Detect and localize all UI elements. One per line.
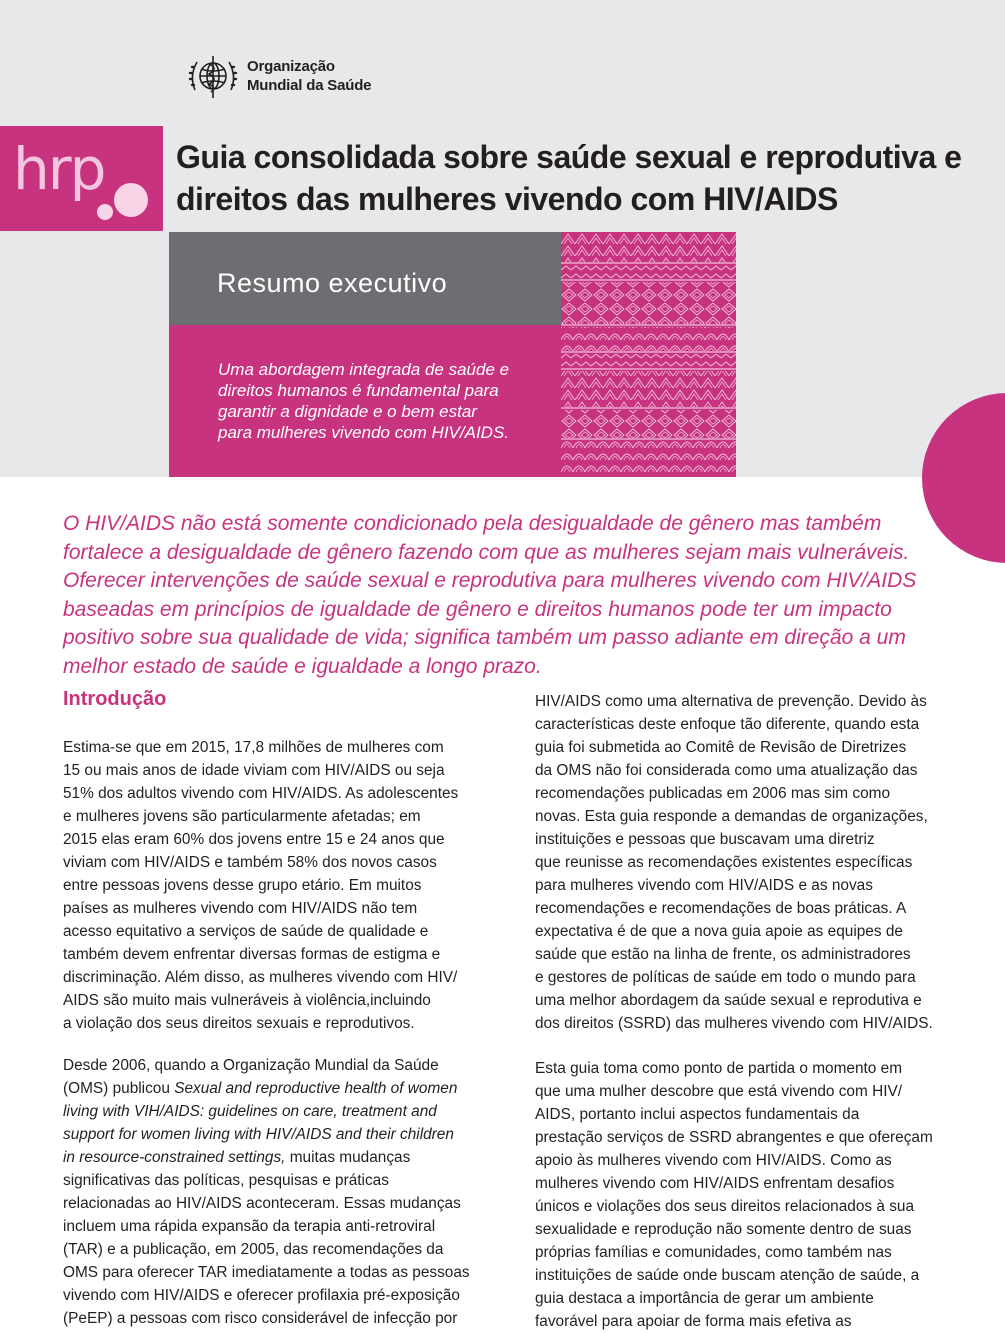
body-line: discriminação. Além disso, as mulheres vivendo com HIV/ (63, 969, 458, 986)
body-line: expectativa é de que a nova guia apoie as equipes de (535, 923, 903, 940)
body-line: vivendo com HIV/AIDS e oferecer profilaxia pré-exposição (63, 1287, 460, 1304)
lead-line: melhor estado de saúde e igualdade a longo prazo. (63, 654, 542, 678)
tagline-line: para mulheres vivendo com HIV/AIDS. (218, 423, 510, 442)
hrp-dot-large (114, 183, 148, 217)
tagline-line: direitos humanos é fundamental para (218, 381, 499, 400)
body-line: e gestores de políticas de saúde em todo o mundo para (535, 969, 916, 986)
who-logo (185, 52, 385, 102)
body-line: dos direitos (SSRD) das mulheres vivendo com HIV/AIDS. (535, 1015, 933, 1032)
body-paragraph-4 (535, 1057, 933, 1333)
body-line: incluem uma rápida expansão da terapia anti-retroviral (63, 1218, 436, 1235)
publication-title: in resource-constrained settings, (63, 1149, 286, 1166)
tagline (218, 359, 509, 443)
publication-title: support for women living with HIV/AIDS and their children (63, 1126, 454, 1143)
body-line: recomendações e recomendações de boas práticas. A (535, 900, 907, 917)
body-line: e mulheres jovens são particularmente afetadas; em (63, 808, 421, 825)
body-line: 15 ou mais anos de idade viviam com HIV/AIDS ou seja (63, 762, 445, 779)
hrp-logo (0, 126, 163, 231)
tagline-box (169, 325, 561, 477)
body-line: 2015 elas eram 60% dos jovens entre 15 e 24 anos que (63, 831, 445, 848)
body-line: (TAR) e a publicação, em 2005, das recomendações da (63, 1241, 444, 1258)
section-heading-introducao: Introdução (63, 688, 167, 710)
body-line: instituições de saúde onde buscam atenção de saúde, a (535, 1267, 920, 1284)
body-line: relacionadas ao HIV/AIDS aconteceram. Essas mudanças (63, 1195, 461, 1212)
body-text: muitas mudanças (285, 1149, 411, 1166)
lead-line: fortalece a desigualdade de gênero fazendo com que as mulheres sejam mais vulneráveis. (63, 540, 910, 564)
who-org-name-line2: Mundial da Saúde (247, 77, 372, 94)
lead-line: positivo sobre sua qualidade de vida; significa também um passo adiante em direção a um (63, 626, 906, 649)
lead-line: Oferecer intervenções de saúde sexual e reprodutiva para mulheres vivendo com HIV/AIDS (63, 569, 917, 592)
body-line: entre pessoas jovens desse grupo etário. Em muitos (63, 877, 422, 894)
body-line: características deste enfoque tão diferente, quando esta (535, 716, 920, 733)
body-line: prestação serviços de SSRD abrangentes e que ofereçam (535, 1129, 933, 1146)
body-line: instituições e pessoas que buscavam uma diretriz (535, 831, 875, 848)
body-line: Estima-se que em 2015, 17,8 milhões de mulheres com (63, 739, 444, 756)
body-paragraph-2 (63, 1054, 470, 1330)
body-line: favorável para apoiar de forma mais efetiva as (535, 1313, 852, 1330)
who-org-name-line1: Organização (247, 58, 335, 75)
body-line (63, 1077, 470, 1100)
body-line: (PeEP) a pessoas com risco considerável de infecção por (63, 1310, 458, 1327)
body-line: recomendações publicadas em 2006 mas sim como (535, 785, 891, 802)
body-text: (OMS) publicou (63, 1080, 175, 1097)
hrp-logo-text: hrp (13, 135, 105, 203)
body-line: Esta guia toma como ponto de partida o momento em (535, 1060, 903, 1077)
body-line: que uma mulher descobre que está vivendo com HIV/ (535, 1083, 903, 1100)
decorative-pattern (561, 232, 736, 477)
body-paragraph-1 (63, 736, 458, 1035)
body-line: viviam com HIV/AIDS e também 58% dos novos casos (63, 854, 437, 871)
body-line: apoio às mulheres vivendo com HIV/AIDS. Como as (535, 1152, 892, 1169)
body-line: OMS para oferecer TAR imediatamente a todas as pessoas (63, 1264, 470, 1281)
tagline-line: garantir a dignidade e o bem estar (218, 402, 477, 421)
body-line: acesso equitativo a serviços de saúde de qualidade e (63, 923, 429, 940)
body-paragraph-3 (535, 690, 933, 1035)
body-line: significativas das políticas, pesquisas e práticas (63, 1172, 389, 1189)
body-line: novas. Esta guia responde a demandas de organizações, (535, 808, 928, 825)
body-line: que reunisse as recomendações existentes específicas (535, 854, 913, 871)
body-line: a violação dos seus direitos sexuais e reprodutivos. (63, 1015, 415, 1032)
body-line (63, 1146, 470, 1169)
body-line (63, 1123, 470, 1146)
subtitle-box (169, 232, 561, 325)
body-line (63, 1100, 470, 1123)
hrp-dot-small (97, 204, 113, 220)
body-line: para mulheres vivendo com HIV/AIDS e as novas (535, 877, 873, 894)
body-line: saúde que estão na linha de frente, os administradores (535, 946, 911, 963)
body-line: também devem enfrentar diversas formas de estigma e (63, 946, 441, 963)
body-line: guia destaca a importância de gerar um ambiente (535, 1290, 874, 1307)
publication-title: living with VIH/AIDS: guidelines on care, treatment and (63, 1103, 437, 1120)
body-line: AIDS são muito mais vulneráveis à violência,incluindo (63, 992, 431, 1009)
body-line: da OMS não foi considerada como uma atualização das (535, 762, 918, 779)
lead-line: O HIV/AIDS não está somente condicionado pela desigualdade de gênero mas também (63, 512, 882, 535)
publication-title: Sexual and reproductive health of women (174, 1080, 458, 1097)
body-line: únicos e violações dos seus direitos relacionados à sua (535, 1198, 915, 1215)
body-line: HIV/AIDS como uma alternativa de prevenção. Devido às (535, 693, 927, 710)
body-line: uma melhor abordagem da saúde sexual e reprodutiva e (535, 992, 922, 1009)
page-title-line1: Guia consolidada sobre saúde sexual e reprodutiva e (176, 139, 962, 175)
tagline-line: Uma abordagem integrada de saúde e (218, 360, 510, 379)
lead-line: baseadas em princípios de igualdade de gênero e direitos humanos pode ter um impacto (63, 597, 892, 621)
body-line: guia foi submetida ao Comitê de Revisão de Diretrizes (535, 739, 907, 756)
who-org-name (247, 57, 371, 95)
body-line: AIDS, portanto inclui aspectos fundamentais da (535, 1106, 860, 1123)
body-line: países as mulheres vivendo com HIV/AIDS não tem (63, 900, 418, 917)
body-line: 51% dos adultos vivendo com HIV/AIDS. As adolescentes (63, 785, 459, 802)
page-title-line2: direitos das mulheres vivendo com HIV/AIDS (176, 181, 838, 217)
lead-paragraph (63, 510, 963, 681)
body-line: próprias famílias e comunidades, como também nas (535, 1244, 892, 1261)
who-emblem-icon (185, 52, 241, 102)
body-line: mulheres vivendo com HIV/AIDS enfrentam desafios (535, 1175, 895, 1192)
subtitle: Resumo executivo (217, 268, 448, 298)
page-title (176, 136, 962, 220)
body-line: Desde 2006, quando a Organização Mundial da Saúde (63, 1057, 439, 1074)
body-line: sexualidade e reprodução não somente dentro de suas (535, 1221, 912, 1238)
